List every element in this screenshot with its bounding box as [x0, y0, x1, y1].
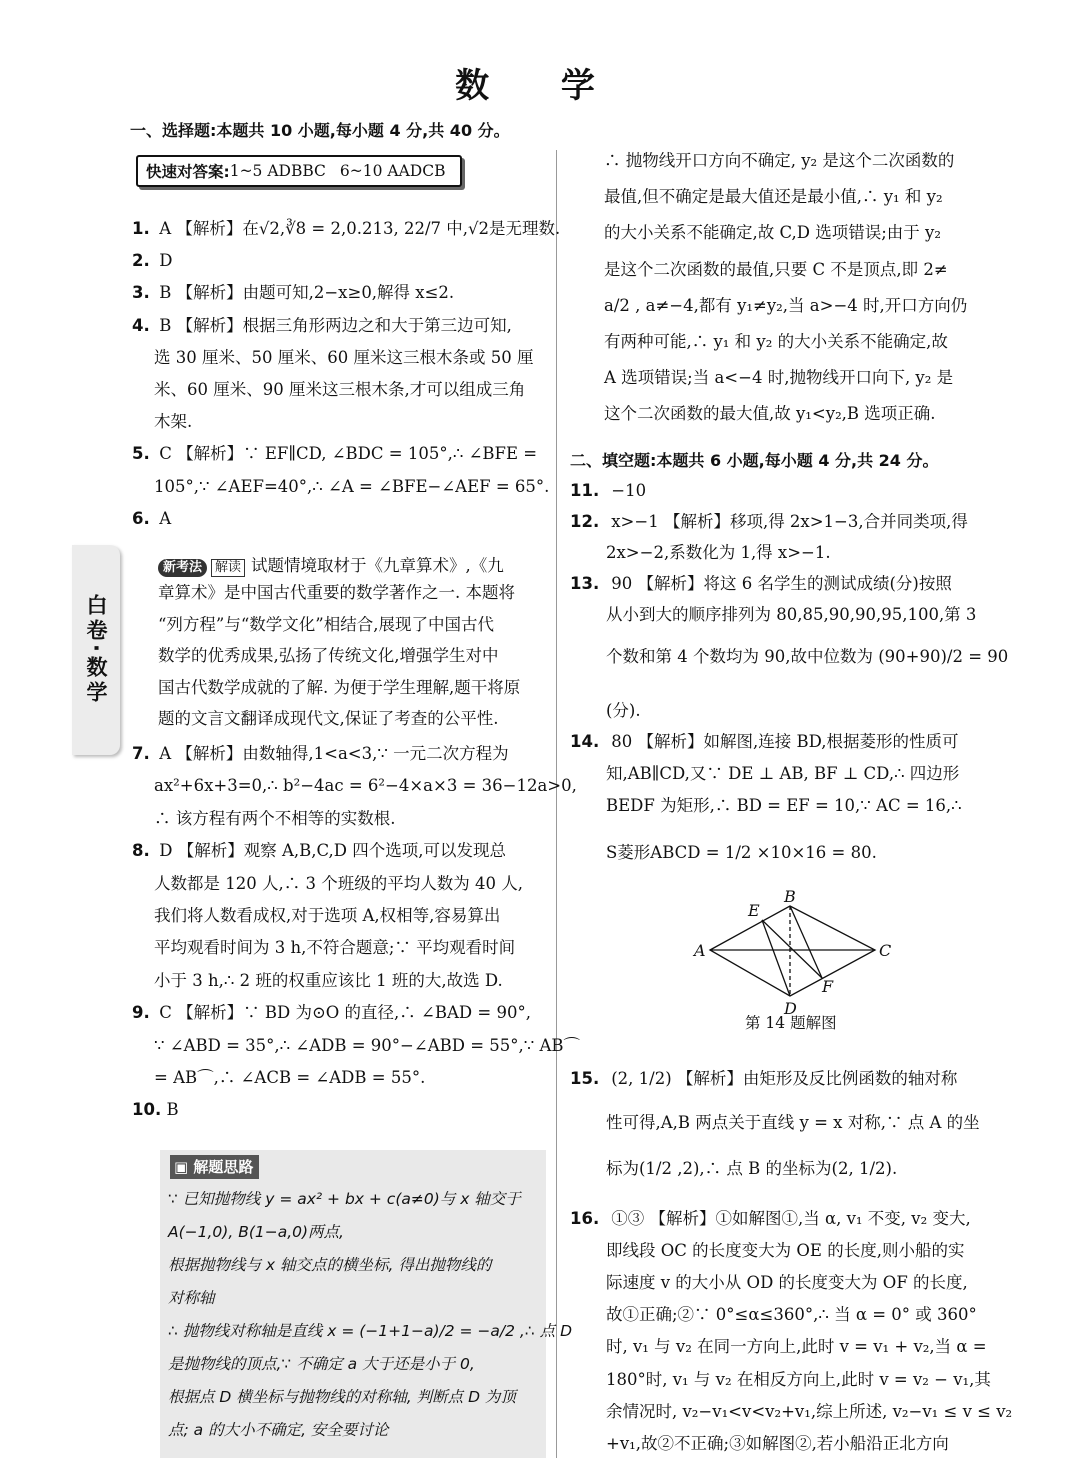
item-text: 从小到大的顺序排列为 80,85,90,90,95,100,第 3 — [606, 605, 977, 624]
item-text: 是这个二次函数的最值,只要 C 不是顶点,即 2≠ — [604, 259, 948, 279]
item-text: ∴ 该方程有两个不相等的实数根. — [154, 808, 396, 828]
new-exam-first-line — [158, 555, 504, 577]
note-icon: ▣ — [174, 1158, 194, 1176]
text-line — [570, 1068, 957, 1090]
item-text: ∴ 抛物线开口方向不确定, y₂ 是这个二次函数的 — [604, 151, 955, 170]
item-text: B 【解析】根据三角形两边之和大于第三边可知, — [154, 315, 512, 335]
text-line — [570, 1401, 1012, 1423]
item-number: 5. — [132, 444, 150, 464]
item-text: 余情况时, v₂−v₁<v<v₂+v₁,综上所述, v₂−v₁ ≤ v ≤ v₂ — [606, 1402, 1013, 1421]
text-line — [604, 222, 941, 244]
text-line — [570, 842, 877, 864]
side-tab: 白卷·数学 — [72, 545, 120, 755]
item-text: 木架. — [154, 412, 193, 432]
item-text: −10 — [606, 481, 647, 500]
item-text: ∵ ∠ABD = 35°,∴ ∠ADB = 90°−∠ABD = 55°,∵ AB⌒ — [154, 1035, 581, 1055]
new-exam-line: 国古代数学成就的了解. 为便于学生理解,题干将原 — [158, 677, 521, 697]
note-line: 对称轴 — [168, 1289, 215, 1307]
note-line: 点; a 的大小不确定, 安全要讨论 — [168, 1421, 389, 1439]
item-number: 9. — [132, 1003, 150, 1023]
item-number: 7. — [132, 744, 150, 763]
item-number: 6. — [132, 508, 150, 528]
item-number: 16. — [570, 1209, 600, 1228]
text-line — [570, 511, 968, 533]
quick-answer-2: 6~10 AADCB — [339, 162, 446, 180]
new-exam-line: 章算术》是中国古代重要的数学著作之一. 本题将 — [158, 583, 515, 602]
text-line — [132, 775, 577, 797]
item-text: 知,AB∥CD,又∵ DE ⊥ AB, BF ⊥ CD,∴ 四边形 — [606, 764, 960, 783]
item-text: x>−1 【解析】移项,得 2x>1−3,合并同类项,得 — [606, 512, 968, 531]
text-line — [570, 1272, 968, 1294]
text-line — [570, 795, 962, 817]
item-text: S菱形ABCD = 1/2 ×10×16 = 80. — [606, 843, 877, 862]
text-line — [604, 403, 936, 425]
item-text: B — [161, 1100, 179, 1120]
text-line — [570, 646, 1008, 668]
column-divider — [556, 150, 557, 1458]
text-line — [604, 186, 943, 208]
item-text: ax²+6x+3=0,∴ b²−4ac = 6²−4×a×3 = 36−12a>0, — [154, 776, 577, 796]
text-line — [132, 970, 503, 992]
item-text: 故①正确;②∵ 0°≤α≤360°,∴ 当 α = 0° 或 360° — [606, 1305, 977, 1324]
text-line — [604, 259, 948, 281]
item-text: = AB⌒,∴ ∠ACB = ∠ADB = 55°. — [154, 1068, 426, 1087]
text-line — [570, 1304, 977, 1326]
rhombus-shape — [710, 906, 875, 996]
item-number: 15. — [570, 1069, 600, 1088]
text-line — [132, 443, 537, 465]
text-line — [132, 1099, 179, 1121]
item-text: D — [154, 251, 173, 271]
item-text: 我们将人数看成权,对于选项 A,权相等,容易算出 — [154, 906, 501, 925]
text-line — [570, 1433, 949, 1455]
item-text: A — [154, 508, 172, 528]
segment-ef — [762, 920, 822, 978]
item-number: 13. — [570, 574, 600, 593]
item-text: 个数和第 4 个数均为 90,故中位数为 (90+90)/2 = 90 — [606, 647, 1009, 666]
text-line — [570, 700, 641, 722]
text-line — [132, 1067, 425, 1089]
label-f: F — [822, 977, 834, 996]
note-line: A(−1,0), B(1−a,0)两点, — [168, 1223, 344, 1241]
item-text: 性可得,A,B 两点关于直线 y = x 对称,∵ 点 A 的坐 — [606, 1113, 980, 1132]
text-line — [132, 411, 192, 433]
item-text: C 【解析】∵ BD 为⊙O 的直径,∴ ∠BAD = 90°, — [154, 1003, 531, 1023]
page-title: 数 学 — [455, 66, 625, 106]
text-line — [132, 218, 560, 240]
note-title-text: 解题思路 — [193, 1158, 254, 1176]
item-text: 即线段 OC 的长度变大为 OE 的长度,则小船的实 — [606, 1241, 965, 1260]
item-number: 2. — [132, 251, 150, 271]
solution-idea-title — [170, 1155, 259, 1179]
item-text: 这个二次函数的最大值,故 y₁<y₂,B 选项正确. — [604, 404, 936, 424]
section-heading-fill: 二、填空题:本题共 6 小题,每小题 4 分,共 24 分。 — [570, 451, 939, 470]
text-line — [604, 150, 954, 172]
new-exam-tag: 新考法 — [158, 559, 207, 577]
text-line — [570, 731, 959, 753]
item-text: 时, v₁ 与 v₂ 在同一方向上,此时 v = v₁ + v₂,当 α = — [606, 1337, 987, 1356]
quick-answer-label: 快速对答案: — [146, 163, 230, 181]
text-line — [570, 542, 831, 564]
item-text: C 【解析】∵ EF∥CD, ∠BDC = 105°,∴ ∠BFE = — [154, 444, 538, 464]
new-exam-line: 数学的优秀成果,弘扬了传统文化,增强学生对中 — [158, 646, 499, 665]
new-exam-line: 试题情境取材于《九章算术》,《九 — [251, 556, 504, 575]
new-exam-line: 题的文言文翻译成现代文,保证了考查的公平性. — [158, 709, 499, 728]
item-text: 标为(1/2 ,2),∴ 点 B 的坐标为(2, 1/2). — [606, 1159, 898, 1178]
item-text: 的大小关系不能确定,故 C,D 选项错误;由于 y₂ — [604, 223, 941, 243]
new-exam-tag-2: 解读 — [211, 559, 245, 577]
item-number: 12. — [570, 512, 600, 531]
text-line — [570, 1158, 897, 1180]
item-text: a/2 , a≠−4,都有 y₁≠y₂,当 a>−4 时,开口方向仍 — [604, 295, 968, 315]
item-number: 8. — [132, 841, 150, 861]
item-text: 米、60 厘米、90 厘米这三根木条,才可以组成三角 — [154, 380, 526, 399]
item-text: D 【解析】观察 A,B,C,D 四个选项,可以发现总 — [154, 841, 506, 861]
text-line — [570, 1112, 980, 1134]
item-text: 平均观看时间为 3 h,不符合题意;∵ 平均观看时间 — [154, 938, 516, 958]
item-text: (分). — [606, 701, 641, 720]
text-line — [604, 331, 948, 353]
item-text: BEDF 为矩形,∴ BD = EF = 10,∵ AC = 16,∴ — [606, 796, 962, 815]
new-exam-line: “列方程”与“数学文化”相结合,展现了中国古代 — [158, 614, 494, 634]
item-number: 10. — [132, 1100, 162, 1120]
note-line: 根据点 D 横坐标与抛物线的对称轴, 判断点 D 为顶 — [168, 1388, 516, 1406]
text-line — [570, 573, 952, 595]
label-e: E — [748, 901, 760, 920]
text-line — [132, 1002, 531, 1024]
text-line — [132, 873, 523, 895]
label-d: D — [784, 999, 797, 1018]
note-line: ∴ 抛物线对称轴是直线 x = (−1+1−a)/2 = −a/2 ,∴ 点 D — [168, 1322, 573, 1340]
item-text: 90 【解析】将这 6 名学生的测试成绩(分)按照 — [606, 574, 952, 593]
note-line: 根据抛物线与 x 轴交点的横坐标, 得出抛物线的 — [168, 1256, 492, 1274]
note-line: 是抛物线的顶点,∵ 不确定 a 大于还是小于 0, — [168, 1355, 475, 1373]
text-line — [132, 347, 533, 369]
item-text: 小于 3 h,∴ 2 班的权重应该比 1 班的大,故选 D. — [154, 970, 503, 990]
text-line — [132, 905, 500, 927]
item-text: 有两种可能,∴ y₁ 和 y₂ 的大小关系不能确定,故 — [604, 332, 948, 351]
text-line — [604, 295, 967, 317]
text-line — [132, 315, 512, 337]
text-line — [132, 476, 549, 498]
segment-bf — [790, 906, 822, 978]
quick-answer-1: 1~5 ADBBC — [229, 162, 326, 180]
note-line: ∵ 已知抛物线 y = ax² + bx + c(a≠0)与 x 轴交于 — [168, 1190, 521, 1208]
text-line — [132, 937, 515, 959]
item-text: A 【解析】由数轴得,1<a<3,∵ 一元二次方程为 — [154, 744, 509, 763]
label-b: B — [784, 888, 796, 906]
item-text: B 【解析】由题可知,2−x≥0,解得 x≤2. — [154, 283, 455, 303]
text-line — [570, 1369, 991, 1391]
segment-ed — [762, 920, 790, 996]
text-line — [132, 250, 172, 272]
text-line — [132, 282, 454, 304]
text-line — [132, 1035, 580, 1057]
item-text: 180°时, v₁ 与 v₂ 在相反方向上,此时 v = v₂ − v₁,其 — [606, 1370, 991, 1389]
item-text: 最值,但不确定是最大值还是最小值,∴ y₁ 和 y₂ — [604, 187, 943, 207]
item-text: 2x>−2,系数化为 1,得 x>−1. — [606, 543, 831, 562]
section-heading-choice: 一、选择题:本题共 10 小题,每小题 4 分,共 40 分。 — [130, 121, 510, 140]
text-line — [570, 480, 646, 502]
text-line — [132, 743, 509, 765]
item-text: 人数都是 120 人,∴ 3 个班级的平均人数为 40 人, — [154, 873, 523, 893]
text-line — [570, 604, 976, 626]
item-text: A 选项错误;当 a<−4 时,抛物线开口向下, y₂ 是 — [604, 368, 954, 388]
item-text: 80 【解析】如解图,连接 BD,根据菱形的性质可 — [606, 732, 959, 751]
text-line — [570, 763, 959, 785]
item-number: 14. — [570, 732, 600, 751]
label-c: C — [879, 941, 892, 960]
text-line — [570, 1240, 964, 1262]
figure-caption: 第 14 题解图 — [745, 1014, 837, 1032]
rhombus-figure — [690, 888, 900, 1028]
quick-answer-box — [136, 155, 462, 187]
item-number: 1. — [132, 219, 150, 238]
item-number: 4. — [132, 315, 150, 335]
item-number: 3. — [132, 283, 150, 303]
text-line — [132, 840, 506, 862]
text-line — [570, 1336, 987, 1358]
text-line — [132, 808, 396, 830]
item-text: A 【解析】在√2,∛8 = 2,0.213, 22/7 中,√2是无理数. — [154, 219, 561, 238]
item-text: 际速度 v 的大小从 OD 的长度变大为 OF 的长度, — [606, 1273, 968, 1292]
text-line — [132, 508, 171, 530]
item-text: (2, 1/2) 【解析】由矩形及反比例函数的轴对称 — [606, 1069, 958, 1088]
item-number: 11. — [570, 481, 600, 500]
text-line — [132, 379, 525, 401]
label-a: A — [694, 941, 706, 960]
text-line — [604, 367, 953, 389]
item-text: ①③ 【解析】①如解图①,当 α, v₁ 不变, v₂ 变大, — [606, 1209, 971, 1228]
text-line — [570, 1208, 971, 1230]
item-text: 105°,∵ ∠AEF=40°,∴ ∠A = ∠BFE−∠AEF = 65°. — [154, 476, 550, 496]
item-text: +v₁,故②不正确;③如解图②,若小船沿正北方向 — [606, 1434, 949, 1453]
item-text: 选 30 厘米、50 厘米、60 厘米这三根木条或 50 厘 — [154, 347, 534, 367]
